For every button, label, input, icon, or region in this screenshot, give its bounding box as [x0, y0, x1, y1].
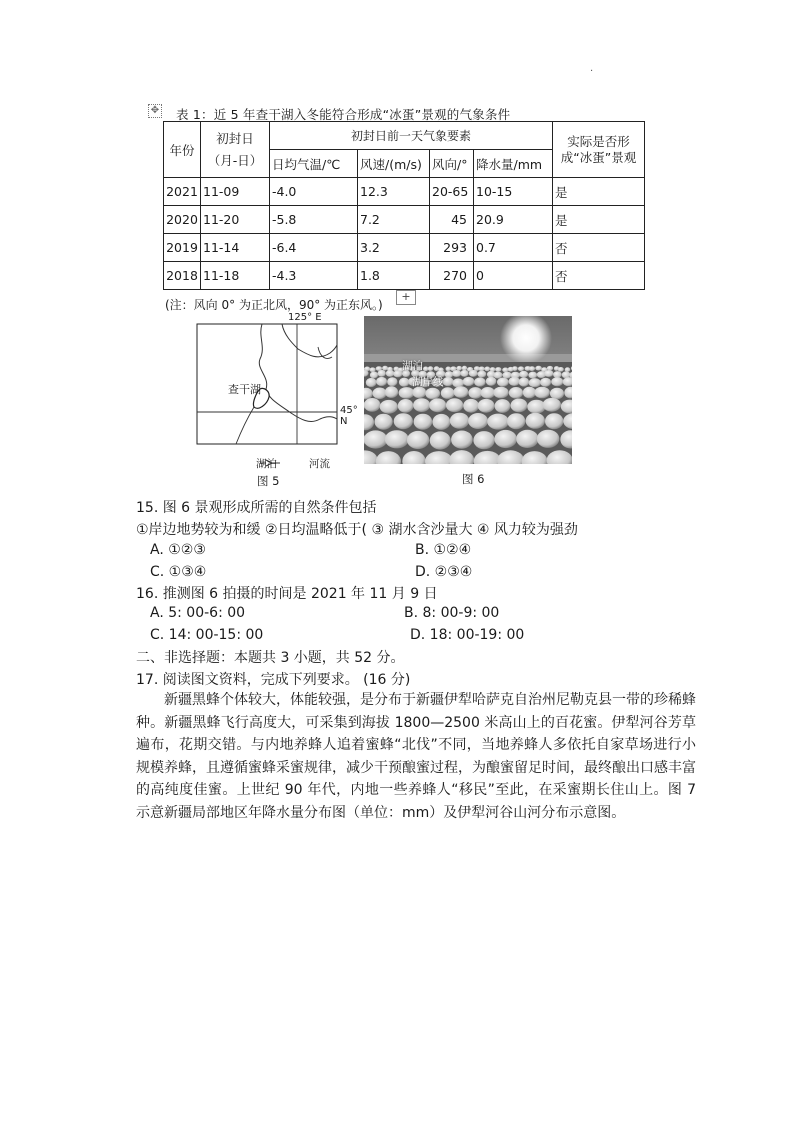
header-result: 实际是否形成“冰蛋”景观 — [553, 122, 645, 178]
header-wind-dir: 风向/° — [430, 150, 474, 178]
lon-label: 125° E — [288, 312, 322, 323]
legend-river: 河流 — [309, 458, 330, 470]
add-row-icon[interactable]: + — [396, 290, 416, 305]
q16-option-a: A. 5: 00-6: 00 — [150, 605, 246, 621]
figure-6 — [364, 316, 572, 486]
header-date: 初封日 （月-日） — [201, 122, 270, 178]
q16-option-c: C. 14: 00-15: 00 — [150, 627, 264, 643]
ice-egg-photo — [364, 316, 572, 464]
q15-option-d: D. ②③④ — [415, 564, 473, 580]
legend-lake: 湖泊 — [256, 458, 277, 470]
q17-stem: 17. 阅读图文资料，完成下列要求。 (16 分) — [136, 672, 411, 688]
q15-option-c: C. ①③④ — [150, 564, 207, 580]
q17-passage: 新疆黑蜂个体较大，体能较强，是分布于新疆伊犁哈萨克自治州尼勒克县一带的珍稀蜂种。新疆黑蜂飞行高度大，可采集到海拔 1800—2500 米高山上的百花蜜。伊犁河谷芳草遍布，花期交错。与内地养蜂人追着蜜蜂“北伐”不同，当地养蜂人多依托自家草场进行小规模养蜂，且遵循蜜蜂采蜜规律，减少干预酿蜜过程，为酿蜜留足时间，最终酿出口感丰富的高纯度佳蜜。上世纪 90 年代，内地一些养蜂人“移民”至此，在采蜜期长住山上。图 7 示意新疆局部地区年降水量分布图（单位：mm）及伊犁河谷山河分布示意图。 — [136, 692, 696, 821]
q16-option-d: D. 18: 00-19: 00 — [410, 627, 525, 643]
lake-name: 查干湖 — [228, 383, 261, 396]
header-wind-speed: 风速/(m/s) — [358, 150, 430, 178]
map-svg — [196, 317, 348, 477]
q15-stem: 15. 图 6 景观形成所需的自然条件包括 — [136, 500, 377, 516]
table-title: 表 1：近 5 年查干湖入冬能符合形成“冰蛋”景观的气象条件 — [176, 107, 511, 122]
weather-table — [163, 121, 645, 290]
table-move-handle-icon[interactable]: ✥ — [148, 104, 162, 118]
section-2-heading: 二、非选择题：本题共 3 小题，共 52 分。 — [136, 650, 405, 666]
header-year: 年份 — [164, 122, 201, 178]
header-group: 初封日前一天气象要素 — [270, 122, 553, 150]
table-row: 2019 11-14 -6.4 3.2 293 0.7 否 — [164, 234, 645, 262]
header-temp: 日均气温/℃ — [270, 150, 358, 178]
q16-option-b: B. 8: 00-9: 00 — [404, 605, 500, 621]
lake-label: 湖泊 — [402, 360, 423, 372]
q15-items: ①岸边地势较为和缓 ②日均温略低于( ③ 湖水含沙量大 ④ 风力较为强劲 — [136, 522, 578, 538]
q15-option-a: A. ①②③ — [150, 542, 206, 558]
q15-option-b: B. ①②④ — [415, 542, 472, 558]
lat-label: 45° N — [340, 405, 358, 427]
table-row: 2021 11-09 -4.0 12.3 20-65 10-15 是 — [164, 178, 645, 206]
header-precip: 降水量/mm — [474, 150, 553, 178]
q16-stem: 16. 推测图 6 拍摄的时间是 2021 年 11 月 9 日 — [136, 586, 438, 602]
table-row: 2020 11-20 -5.8 7.2 45 20.9 是 — [164, 206, 645, 234]
figure-5-caption: 图 5 — [257, 474, 280, 488]
table-note: (注：风向 0° 为正北风，90° 为正东风。) — [165, 298, 383, 312]
header-mark: · — [590, 66, 594, 77]
shore-label: 湖岸线 — [412, 376, 444, 388]
figure-6-caption: 图 6 — [462, 472, 485, 486]
table-row: 2018 11-18 -4.3 1.8 270 0 否 — [164, 262, 645, 290]
figure-5 — [196, 312, 358, 488]
